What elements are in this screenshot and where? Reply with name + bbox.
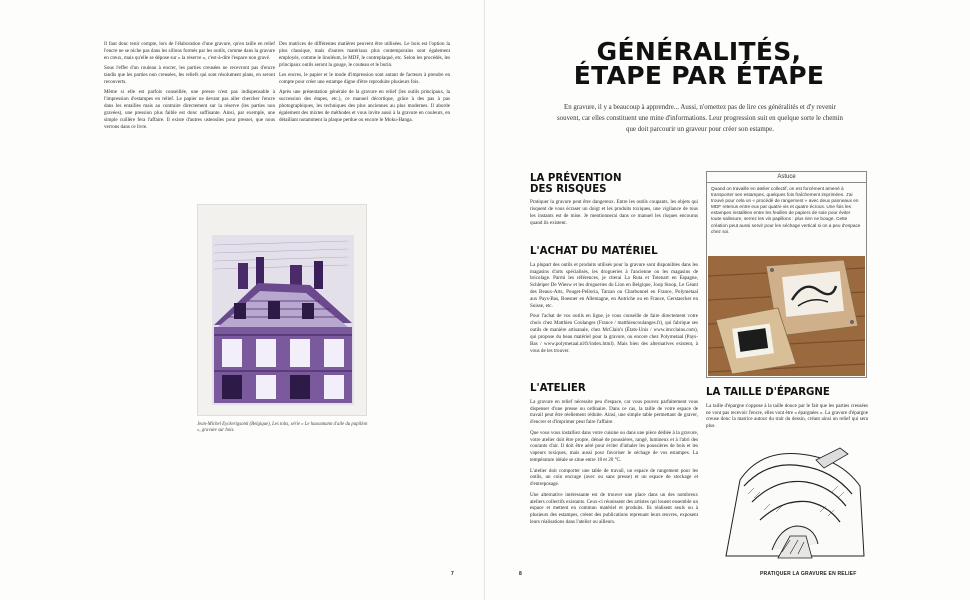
woodcut-print-photo [197, 204, 367, 416]
paragraph: Après une présentation générale de la gravure en relief (les outils principaux, la succession des étapes, etc.), ce manuel décortique, grâce à des pas à pas photographiques, les techniques des plus anciennes au plus modernes. Il aborde également des mixtes de méthodes et vous invite aussi à la gravure en couleurs, en détaillant notamment la plaque perdue ou encore le Moku-Hanga. [279, 89, 450, 123]
left-text-column-1 [104, 41, 275, 134]
paragraph: Il faut donc tenir compte, lors de l'élaboration d'une gravure, qu'en taille en relief l'encre ne se niche pas dans les sillons formés par les outils, comme dans la gravure en creux, mais qu'elle se dépose sur « la réserve », c'est-à-dire l'espace non gravé. [104, 41, 275, 61]
section-prevention [530, 174, 698, 230]
paragraph: La plupart des outils et produits utilisés pour la gravure sont disponibles dans les magasins d'arts spécialisés, les drogueries à l'ancienne ou les magasins de bricolage. Parmi les références, je citerai La Ruta et Totenart en Espagne, Schleiper De Wiesw et les drogueries du Lion en Belgique, Joop Stoop, Le Géant des Beaux-Arts, Pouget-Pelloria, Tarzan ou Charbonnel en France, Polymetaal aux Pays-Bas, Boesner en Allemagne, en Autriche ou en France, Gerstaecker en Suisse, etc. [530, 261, 698, 310]
section-heading-line-2: DES RISQUES [530, 183, 607, 195]
section-heading: L'ACHAT DU MATÉRIEL [530, 246, 658, 257]
section-heading: LA TAILLE D'ÉPARGNE [706, 387, 830, 398]
storage-panels-photo [708, 256, 865, 376]
section-materiel [530, 247, 698, 358]
paragraph: Même si elle est parfois conseillée, une presse n'est pas indispensable à l'impression d'estampes en relief. Le papier ne devant pas aller chercher l'encre dans les entailles mais au contraire directement sur la réserve (les parties non gravées), une pression plus faible est donc suffisante. Ainsi, par exemple, une simple cuillère fera l'affaire. Il existe d'autres ustensiles pour presser, que nous verrons dans ce livre. [104, 89, 275, 130]
chapter-title-line-2: ÉTAPE PAR ÉTAPE [573, 61, 825, 90]
tip-box-text: Quand on travaille en atelier collectif, on est forcément amené à transporter ses estampes, quelques fois fraîchement imprimées. J'ai trouvé pour cela un « procédé de rangement » avec deux panneaux en MDF retenus entre eux par quatre vis et quatre écrous. Une fois les estampes installées entre les feuilles de papiers de soie pour éviter toute salissure, serrez les vis papillons : plus rien ne bouge. Cette création peut aussi servir pour les séchage vertical si on a peu d'espace chez soi. [711, 186, 861, 234]
section-body [530, 262, 698, 355]
rooftops-woodcut-illustration [198, 205, 367, 416]
section-atelier [530, 384, 698, 530]
page-number: 8 [519, 571, 522, 577]
section-heading: L'ATELIER [530, 383, 586, 394]
section-body [706, 403, 868, 431]
section-epargne [706, 388, 868, 434]
paragraph: La gravure en relief nécessite peu d'espace, car vous pouvez parfaitement vous dispenser d'une presse ou ordinaire. Dans ce cas, la taille de votre espace de travail peut être réellement réduite. Ainsi, une simple table permettant de graver, d'encrer et d'imprimer peut faire l'affaire. [530, 398, 698, 426]
page-number: 7 [451, 571, 454, 577]
section-heading [530, 174, 698, 195]
section-heading-line-1: LA PRÉVENTION [530, 173, 622, 184]
relief-carving-illustration [720, 440, 868, 562]
chapter-title-line-1: GÉNÉRALITÉS, [596, 37, 802, 66]
tip-box [706, 171, 867, 378]
chapter-intro: En gravure, il y a beaucoup à apprendre... Aussi, n'omettez pas de lire ces généralités et d'y revenir souvent, car elles constituent une mine d'informations. Leur progression suit en quelque sorte le chemin que doit parcourir un graveur pour créer son estampe. [557, 104, 843, 134]
photo-caption: Jean-Michel Eyckerigsoml (Belgique), Les toits, série « Le haussmann d'aile du papillon », gravure sur bois. [197, 422, 368, 433]
mdf-panels-illustration [708, 256, 865, 376]
paragraph: Pour l'achat de vos outils en ligne, je vous conseille de faire directement votre choix chez Matthieu Coulanges (France / matthieucoulanges.fr), qui fabrique ses outils de manière artisanale, chez McClain's (États-Unis / www.imcclains.com), qui propose du beau matériel pour la gravure, ou encore chez Polymetaal (Pays-Bas / www.polymetaal.nl/fr/index.html). Mais bien des alternatives existent, à vous de les trouver. [530, 313, 698, 354]
paragraph: Sous l'effet d'un rouleau à encrer, les parties creusées ne recevront pas d'encre tandis que les parties non creusées, les reliefs qui sont résolument plans, en seront recouverts. [104, 65, 275, 85]
chapter-title [570, 37, 828, 90]
running-footer: PRATIQUER LA GRAVURE EN RELIEF [760, 571, 857, 577]
paragraph: Une alternative intéressante est de trouver une place dans un des nombreux ateliers collectifs existants. Ceux-ci réunissent des artistes qui louent ensemble un espace et mettent en commun matériel et produits. Ils réalisent seuls ou à plusieurs des estampes, créent des publications reprenant leurs œuvres, exposent leurs réalisations dans l'atelier ou ailleurs. [530, 491, 698, 526]
paragraph: Que vous vous installiez dans votre cuisine ou dans une pièce dédiée à la gravure, votre atelier doit être propre, dénué de poussières, rangé, lumineux et à l'abri des courants d'air. Il doit être aéré pour éviter d'inhaler les poussières de bois et les vapeurs toxiques, mais aussi pour favoriser le séchage de vos estampes. La température idéale se situe entre 18 et 20 °C. [530, 429, 698, 464]
paragraph: L'atelier doit comporter une table de travail, un espace de rangement pour les outils, un coin encrage (avec ou sans presse) et un espace de stockage et d'entreposage. [530, 467, 698, 488]
left-text-column-2 [279, 41, 450, 127]
paragraph: La taille d'épargne s'oppose à la taille douce par le fait que les parties creusées ne vont pas recevoir l'encre, elles vont être « épargnées ». La gravure d'épargne creuse donc la matrice autour du trait du dessin, créant ainsi un relief qui sera plus [706, 402, 868, 430]
gouge-carving-drawing [720, 440, 868, 562]
paragraph: Les encres, le papier et le mode d'impression sont autant de facteurs à prendre en compte pour créer une estampe digne d'être reproduite plusieurs fois. [279, 72, 450, 85]
tip-box-heading: Astuce [707, 172, 866, 183]
paragraph: Des matrices de différentes matières peuvent être utilisées. Le bois est l'option la plus classique, mais d'autres matériaux plus contemporains sont également employés, comme le linoléum, le MDF, le contreplaqué, etc. Selon les procédés, les principaux outils seront la gouge, le couteau et le burin. [279, 41, 450, 68]
section-body [530, 199, 698, 227]
section-body [530, 399, 698, 527]
paragraph: Pratiquer la gravure peut être dangereux. Entre les outils coupants, les objets qui risquent de vous écraser un doigt et les produits toxiques, une vigilance de tous les instants est de mise. Je mentionnerai dans ce manuel les risques encourus quand ils existent. [530, 199, 698, 226]
